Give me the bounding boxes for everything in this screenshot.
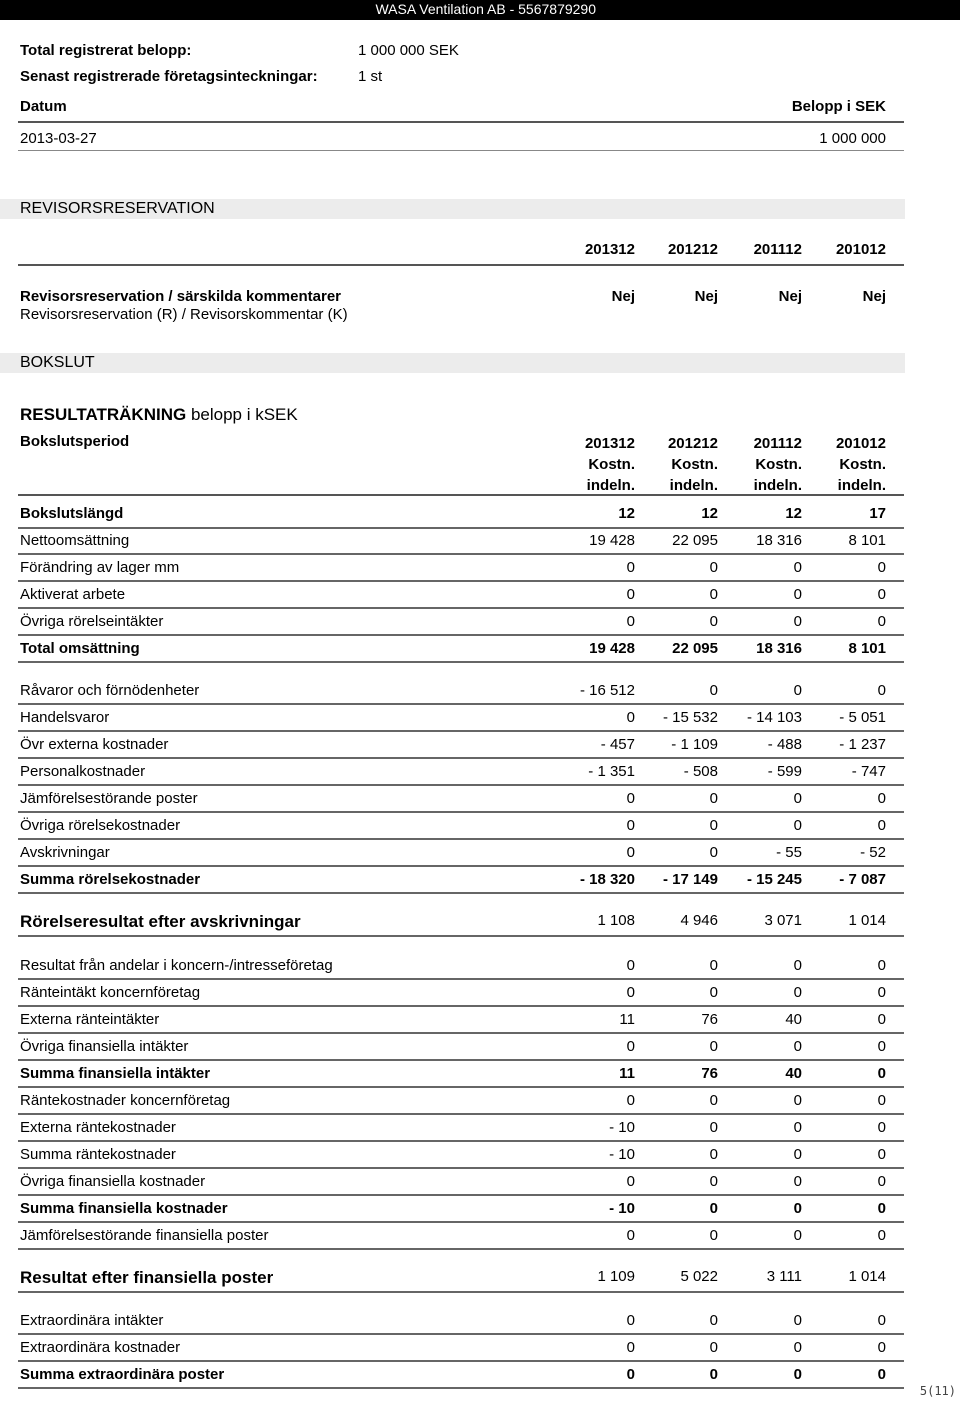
revision-value: Nej <box>862 288 886 305</box>
year-cell: 201212 <box>667 241 718 258</box>
row-label: Råvaror och förnödenheter <box>20 682 200 699</box>
row-value: 18 316 <box>756 640 802 657</box>
row-value: 0 <box>709 1173 718 1190</box>
divider <box>18 121 904 123</box>
row-value: - 10 <box>609 1146 635 1163</box>
year-cell: 201112 <box>753 241 802 258</box>
row-value: 0 <box>877 790 886 807</box>
period-indeln: indeln. <box>669 477 718 494</box>
row-value: 0 <box>877 1173 886 1190</box>
divider <box>18 634 904 636</box>
table-row <box>20 709 886 729</box>
revision-section-band <box>0 199 905 219</box>
table-row <box>20 871 886 891</box>
row-value: 19 428 <box>589 532 635 549</box>
amount-header: Belopp i SEK <box>791 98 886 115</box>
row-value: 0 <box>877 1339 886 1356</box>
table-row <box>20 957 886 977</box>
period-year: 201012 <box>835 435 886 452</box>
row-value: 0 <box>877 1312 886 1329</box>
table-row <box>20 1038 886 1058</box>
divider <box>18 1167 904 1169</box>
divider <box>18 661 904 663</box>
row-value: 0 <box>877 1038 886 1055</box>
row-value: 8 101 <box>848 532 886 549</box>
date-header: Datum <box>20 98 67 115</box>
divider <box>18 935 904 937</box>
divider <box>18 1333 904 1335</box>
row-value: 0 <box>709 586 718 603</box>
row-value: 1 108 <box>597 912 635 929</box>
total-registered-value: 1 000 000 SEK <box>358 42 459 59</box>
row-label: Total omsättning <box>20 640 140 657</box>
row-value: 0 <box>709 1146 718 1163</box>
divider <box>18 865 904 867</box>
row-value: 3 111 <box>766 1268 802 1285</box>
row-value: 0 <box>793 613 802 630</box>
revision-value: Nej <box>694 288 718 305</box>
row-value: 0 <box>793 682 802 699</box>
table-row <box>20 613 886 633</box>
row-value: - 1 351 <box>588 763 635 780</box>
table-row <box>20 1366 886 1386</box>
row-value: 0 <box>709 1366 718 1383</box>
divider <box>18 838 904 840</box>
row-value: - 1 237 <box>839 736 886 753</box>
row-value: 0 <box>793 1227 802 1244</box>
row-value: 0 <box>709 613 718 630</box>
divider <box>18 607 904 609</box>
row-value: 12 <box>785 505 802 522</box>
divider <box>18 150 904 151</box>
table-row <box>20 559 886 579</box>
revision-label: Revisorsreservation / särskilda kommentarer <box>20 288 341 305</box>
row-value: 0 <box>877 682 886 699</box>
row-value: 76 <box>701 1065 718 1082</box>
income-statement-heading: RESULTATRÄKNING <box>20 405 187 424</box>
row-label: Handelsvaror <box>20 709 110 726</box>
row-value: 11 <box>619 1065 635 1082</box>
row-value: 40 <box>785 1011 802 1028</box>
row-label: Summa rörelsekostnader <box>20 871 201 888</box>
table-row <box>20 1339 886 1359</box>
period-kostn: Kostn. <box>755 456 802 473</box>
row-value: 0 <box>877 957 886 974</box>
row-value: 76 <box>701 1011 718 1028</box>
row-value: 0 <box>709 957 718 974</box>
row-value: 0 <box>793 1038 802 1055</box>
row-value: 0 <box>793 984 802 1001</box>
row-value: 0 <box>793 1339 802 1356</box>
period-indeln: indeln. <box>837 477 886 494</box>
period-year: 201312 <box>584 435 635 452</box>
divider <box>18 1059 904 1061</box>
row-value: 11 <box>619 1011 635 1028</box>
table-row <box>20 1092 886 1112</box>
row-value: 0 <box>626 1038 635 1055</box>
row-value: 12 <box>618 505 635 522</box>
divider <box>18 264 904 266</box>
divider <box>18 1086 904 1088</box>
row-value: 0 <box>709 1200 718 1217</box>
row-label: Extraordinära kostnader <box>20 1339 181 1356</box>
row-value: 0 <box>709 1119 718 1136</box>
divider <box>18 730 904 732</box>
row-value: 0 <box>877 586 886 603</box>
row-value: 0 <box>793 1092 802 1109</box>
row-label: Nettoomsättning <box>20 532 130 549</box>
table-row <box>20 817 886 837</box>
row-value: 0 <box>877 1227 886 1244</box>
row-label: Avskrivningar <box>20 844 110 861</box>
row-value: - 508 <box>683 763 718 780</box>
row-value: - 52 <box>860 844 886 861</box>
revision-section-title: REVISORSRESERVATION <box>20 200 215 217</box>
row-value: 0 <box>626 817 635 834</box>
row-value: 0 <box>626 709 635 726</box>
period-indeln: indeln. <box>586 477 635 494</box>
row-value: 0 <box>709 682 718 699</box>
row-value: 0 <box>626 1366 635 1383</box>
mortgage-date: 2013-03-27 <box>20 130 97 147</box>
period-header-row <box>20 433 886 497</box>
row-value: 17 <box>869 505 886 522</box>
row-value: 3 071 <box>764 912 802 929</box>
table-row <box>20 532 886 552</box>
row-value: - 14 103 <box>746 709 802 726</box>
divider <box>18 1291 904 1293</box>
revision-sublabel: Revisorsreservation (R) / Revisorskommentar (K) <box>20 306 348 323</box>
row-value: 0 <box>626 844 635 861</box>
row-value: 40 <box>785 1065 802 1082</box>
table-row <box>20 1119 886 1139</box>
mortgage-count-label: Senast registrerade företagsinteckningar: <box>20 68 318 85</box>
row-label: Förändring av lager mm <box>20 559 180 576</box>
divider <box>18 1248 904 1250</box>
table-row <box>20 586 886 606</box>
row-value: - 15 245 <box>746 871 802 888</box>
row-label: Summa räntekostnader <box>20 1146 176 1163</box>
row-label: Externa ränteintäkter <box>20 1011 160 1028</box>
row-label: Rörelseresultat efter avskrivningar <box>20 912 301 931</box>
revision-value: Nej <box>611 288 635 305</box>
row-value: 0 <box>709 790 718 807</box>
row-value: 0 <box>709 1038 718 1055</box>
period-header <box>786 433 886 496</box>
row-value: 22 095 <box>672 640 718 657</box>
period-kostn: Kostn. <box>671 456 718 473</box>
divider <box>18 978 904 980</box>
row-value: 0 <box>793 957 802 974</box>
year-cell: 201312 <box>584 241 635 258</box>
company-header: WASA Ventilation AB - 5567879290 <box>375 1 596 17</box>
divider <box>18 703 904 705</box>
row-value: 0 <box>626 957 635 974</box>
row-value: 22 095 <box>672 532 718 549</box>
divider <box>18 494 904 496</box>
header-bar <box>0 0 960 20</box>
row-value: 0 <box>793 817 802 834</box>
divider <box>18 527 904 529</box>
row-value: 0 <box>877 613 886 630</box>
row-value: - 55 <box>776 844 802 861</box>
table-row <box>20 844 886 864</box>
row-label: Övriga finansiella kostnader <box>20 1173 206 1190</box>
row-value: 0 <box>877 559 886 576</box>
bokslut-section-band <box>0 353 905 373</box>
revision-row <box>20 288 886 308</box>
row-value: 0 <box>793 1366 802 1383</box>
divider <box>18 1194 904 1196</box>
row-value: 1 014 <box>848 912 886 929</box>
row-value: - 5 051 <box>839 709 886 726</box>
row-value: 0 <box>793 1200 802 1217</box>
row-label: Summa finansiella intäkter <box>20 1065 211 1082</box>
table-row <box>20 1200 886 1220</box>
table-row <box>20 1173 886 1193</box>
table-row <box>20 1146 886 1166</box>
row-value: 0 <box>626 613 635 630</box>
row-value: 0 <box>877 1011 886 1028</box>
table-row <box>20 912 886 932</box>
row-value: - 10 <box>609 1200 635 1217</box>
row-value: 0 <box>709 984 718 1001</box>
row-value: 0 <box>793 790 802 807</box>
row-value: 0 <box>877 1092 886 1109</box>
divider <box>18 1005 904 1007</box>
income-statement-title <box>20 405 298 425</box>
divider <box>18 757 904 759</box>
row-label: Ränteintäkt koncernföretag <box>20 984 201 1001</box>
row-label: Övriga rörelsekostnader <box>20 817 181 834</box>
row-value: 0 <box>877 817 886 834</box>
row-value: 0 <box>793 586 802 603</box>
row-value: 12 <box>701 505 718 522</box>
revision-value: Nej <box>778 288 802 305</box>
row-value: 0 <box>877 1366 886 1383</box>
row-value: 1 014 <box>848 1268 886 1285</box>
row-value: - 599 <box>767 763 802 780</box>
row-value: 0 <box>709 1092 718 1109</box>
row-value: - 15 532 <box>662 709 718 726</box>
row-value: 19 428 <box>589 640 635 657</box>
table-row <box>20 1011 886 1031</box>
row-label: Övriga finansiella intäkter <box>20 1038 189 1055</box>
row-value: 0 <box>877 1146 886 1163</box>
page-number: 5(11) <box>919 1384 956 1398</box>
year-cell: 201012 <box>835 241 886 258</box>
row-label: Räntekostnader koncernföretag <box>20 1092 231 1109</box>
divider <box>18 811 904 813</box>
row-label: Jämförelsestörande finansiella poster <box>20 1227 269 1244</box>
row-label: Summa extraordinära poster <box>20 1366 225 1383</box>
row-value: 0 <box>709 817 718 834</box>
period-year: 201112 <box>753 435 802 452</box>
divider <box>18 1032 904 1034</box>
row-label: Externa räntekostnader <box>20 1119 176 1136</box>
mortgage-amount: 1 000 000 <box>819 130 886 147</box>
table-row <box>20 984 886 1004</box>
row-value: 0 <box>709 1339 718 1356</box>
row-value: 0 <box>709 559 718 576</box>
row-value: 4 946 <box>680 912 718 929</box>
bokslut-length-row <box>20 505 886 525</box>
row-label: Aktiverat arbete <box>20 586 126 603</box>
row-label: Bokslutslängd <box>20 505 124 522</box>
row-label: Övr externa kostnader <box>20 736 169 753</box>
row-value: - 457 <box>600 736 635 753</box>
row-value: 0 <box>709 844 718 861</box>
divider <box>18 1387 904 1389</box>
row-value: 0 <box>877 1200 886 1217</box>
revision-years-row <box>20 241 886 261</box>
row-value: 0 <box>626 1227 635 1244</box>
row-label: Extraordinära intäkter <box>20 1312 164 1329</box>
row-value: 0 <box>626 1173 635 1190</box>
table-row <box>20 790 886 810</box>
divider <box>18 1360 904 1362</box>
row-value: 0 <box>877 1065 886 1082</box>
row-value: - 7 087 <box>839 871 886 888</box>
row-value: 18 316 <box>756 532 802 549</box>
divider <box>18 1221 904 1223</box>
row-label: Jämförelsestörande poster <box>20 790 198 807</box>
divider <box>18 784 904 786</box>
row-value: 0 <box>793 1312 802 1329</box>
divider <box>18 1140 904 1142</box>
row-value: 0 <box>626 586 635 603</box>
income-statement-unit: belopp i kSEK <box>186 405 298 424</box>
row-value: 0 <box>793 1173 802 1190</box>
period-indeln: indeln. <box>753 477 802 494</box>
table-row <box>20 640 886 660</box>
row-value: 0 <box>626 984 635 1001</box>
row-value: 0 <box>626 1092 635 1109</box>
table-row <box>20 1227 886 1247</box>
row-value: 0 <box>626 1339 635 1356</box>
divider <box>18 892 904 894</box>
row-value: 1 109 <box>597 1268 635 1285</box>
table-row <box>20 736 886 756</box>
row-value: 0 <box>793 1146 802 1163</box>
period-kostn: Kostn. <box>839 456 886 473</box>
row-value: 8 101 <box>848 640 886 657</box>
period-label: Bokslutsperiod <box>20 433 130 450</box>
row-value: - 747 <box>851 763 886 780</box>
row-value: - 1 109 <box>671 736 718 753</box>
row-label: Personalkostnader <box>20 763 146 780</box>
row-value: 0 <box>626 559 635 576</box>
period-year: 201212 <box>667 435 718 452</box>
mortgage-count-value: 1 st <box>358 68 383 85</box>
table-row <box>20 1268 886 1288</box>
row-value: 0 <box>626 1312 635 1329</box>
table-row <box>20 682 886 702</box>
row-value: 0 <box>877 984 886 1001</box>
row-value: 0 <box>709 1227 718 1244</box>
row-value: - 18 320 <box>579 871 635 888</box>
row-label: Summa finansiella kostnader <box>20 1200 228 1217</box>
table-row <box>20 763 886 783</box>
row-value: 5 022 <box>680 1268 718 1285</box>
row-value: - 488 <box>767 736 802 753</box>
row-value: - 17 149 <box>662 871 718 888</box>
row-value: 0 <box>626 790 635 807</box>
divider <box>18 553 904 555</box>
row-label: Resultat från andelar i koncern-/intresseföretag <box>20 957 333 974</box>
row-value: 0 <box>709 1312 718 1329</box>
divider <box>18 580 904 582</box>
row-value: 0 <box>877 1119 886 1136</box>
row-label: Resultat efter finansiella poster <box>20 1268 274 1287</box>
table-row <box>20 1065 886 1085</box>
divider <box>18 1113 904 1115</box>
row-value: 0 <box>793 1119 802 1136</box>
bokslut-section-title: BOKSLUT <box>20 354 95 371</box>
table-row <box>20 1312 886 1332</box>
row-label: Övriga rörelseintäkter <box>20 613 164 630</box>
row-value: - 10 <box>609 1119 635 1136</box>
period-kostn: Kostn. <box>588 456 635 473</box>
total-registered-label: Total registrerat belopp: <box>20 42 192 59</box>
row-value: - 16 512 <box>579 682 635 699</box>
row-value: 0 <box>793 559 802 576</box>
